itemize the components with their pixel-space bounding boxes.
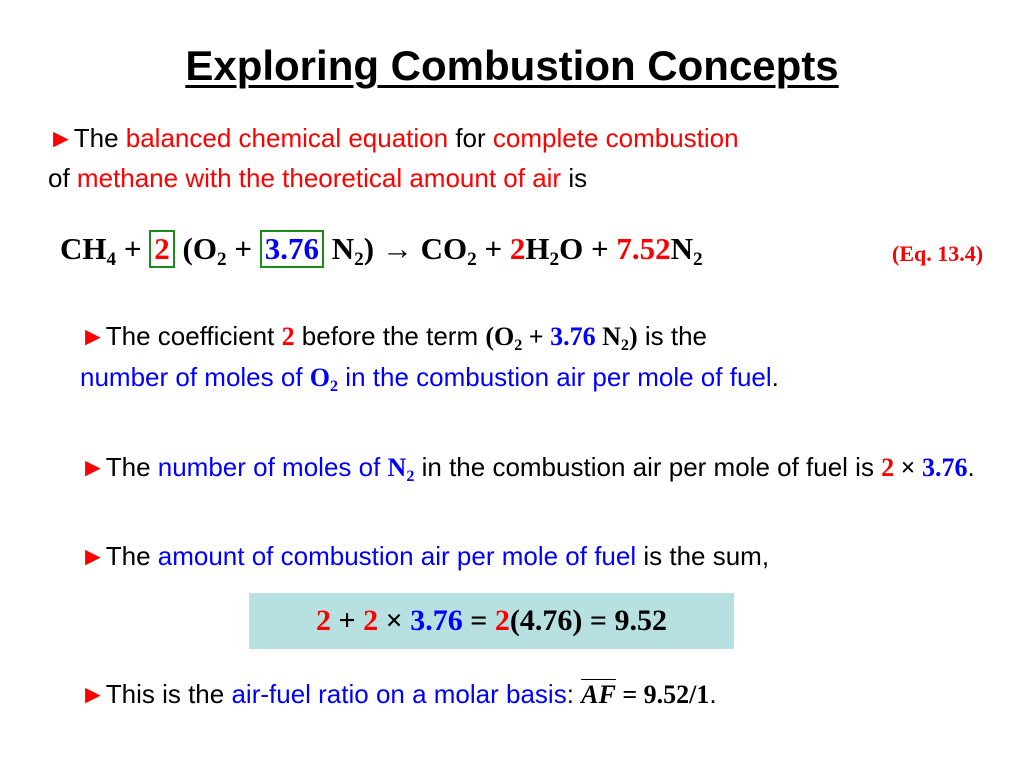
intro-text: for — [448, 123, 493, 153]
bullet-text: is the — [637, 321, 708, 351]
eq-operator: + — [116, 231, 150, 266]
bullet-formula: (O — [485, 322, 515, 351]
sum-operator: = — [462, 604, 495, 637]
bullet-text: This is the — [105, 679, 232, 709]
bullet-formula: × — [894, 453, 922, 482]
eq-term: N — [670, 231, 694, 266]
eq-subscript: 2 — [693, 248, 703, 270]
eq-term: ) — [363, 231, 375, 266]
intro-highlight-equation: balanced chemical equation — [125, 123, 449, 153]
eq-term: N — [324, 231, 355, 266]
eq-subscript: 2 — [354, 248, 364, 270]
eq-subscript: 4 — [106, 248, 117, 270]
bullet-number: 2 — [281, 322, 295, 351]
bullet-highlight: air-fuel ratio on a molar basis — [231, 679, 567, 709]
af-value: = 9.52/1 — [615, 680, 710, 709]
bullet-arrow-icon: ► — [80, 679, 106, 709]
eq-term: O — [559, 231, 584, 266]
intro-text: of — [48, 163, 77, 193]
eq-term: CO — [420, 231, 468, 266]
eq-term: (O — [174, 231, 217, 266]
intro-text: The — [73, 123, 126, 153]
bullet-text: is the sum, — [636, 541, 770, 571]
bullet-subscript: 2 — [406, 467, 415, 485]
bullet-coefficient — [80, 316, 980, 398]
eq-term: CH — [60, 231, 107, 266]
bullet-n2-moles — [80, 447, 995, 488]
eq-subscript: 2 — [467, 248, 477, 270]
bullet-air-fuel-ratio — [80, 674, 1000, 715]
intro-text: is — [561, 163, 588, 193]
sum-result: (4.76) = 9.52 — [509, 604, 667, 637]
sum-term: 2 — [363, 604, 379, 637]
bullet-formula: N — [387, 453, 407, 482]
bullet-formula: + — [522, 322, 551, 351]
sum-box — [249, 593, 734, 649]
bullet-number: 3.76 — [550, 322, 596, 351]
eq-n2-ratio-box: 3.76 — [260, 230, 324, 268]
intro-line-1 — [48, 118, 988, 158]
bullet-subscript: 2 — [514, 336, 523, 354]
bullet-formula: O — [309, 363, 331, 392]
bullet-text: : — [566, 679, 582, 709]
bullet-text: in the combustion air per mole of fuel is — [414, 452, 882, 482]
bullet-text: The — [105, 452, 158, 482]
bullet-arrow-icon: ► — [80, 541, 106, 571]
eq-arrow: → — [374, 231, 421, 266]
intro-highlight-methane: methane with the theoretical amount of air — [76, 163, 562, 193]
sum-operator: × — [378, 604, 411, 637]
equation-number-label: (Eq. 13.4) — [892, 241, 984, 266]
eq-operator: + — [476, 231, 510, 266]
intro-line-2 — [48, 158, 988, 198]
bullet-highlight: number of moles of — [157, 452, 388, 482]
bullet-air-amount — [80, 536, 1010, 576]
bullet-text: The — [105, 541, 158, 571]
sum-term: 3.76 — [410, 604, 463, 637]
bullet-subscript: 2 — [620, 336, 629, 354]
eq-coefficient-h2o: 2 — [509, 231, 526, 266]
bullet-text: The coefficient — [105, 321, 282, 351]
bullet-arrow-icon: ► — [80, 321, 106, 351]
eq-coefficient-n2: 7.52 — [616, 231, 671, 266]
sum-term: 2 — [494, 604, 510, 637]
bullet-highlight: number of moles of — [80, 362, 310, 392]
bullet-highlight: in the combustion air per mole of fuel — [338, 362, 772, 392]
bullet-text: before the term — [294, 321, 486, 351]
af-symbol: $\overline{AF}$ — [581, 680, 616, 709]
bullet-text: . — [771, 362, 779, 392]
sum-operator: + — [331, 604, 364, 637]
eq-operator: + — [226, 231, 260, 266]
bullet-number: 3.76 — [922, 453, 968, 482]
bullet-formula: ) — [628, 322, 638, 351]
bullet-arrow-icon: ► — [80, 452, 106, 482]
intro-highlight-combustion: complete combustion — [492, 123, 739, 153]
slide-title: Exploring Combustion Concepts — [185, 42, 839, 89]
bullet-text: . — [709, 679, 717, 709]
combustion-equation — [60, 230, 703, 268]
eq-term: H — [525, 231, 550, 266]
bullet-highlight: amount of combustion air per mole of fuel — [157, 541, 637, 571]
intro-paragraph — [48, 118, 988, 198]
eq-operator: + — [583, 231, 617, 266]
bullet-number: 2 — [881, 453, 895, 482]
bullet-text: . — [967, 452, 975, 482]
eq-subscript: 2 — [216, 248, 227, 270]
bullet-arrow-icon: ► — [48, 123, 74, 153]
eq-subscript: 2 — [549, 248, 560, 270]
bullet-formula: N — [595, 322, 621, 351]
eq-coefficient-o2-box: 2 — [149, 230, 175, 268]
sum-term: 2 — [316, 604, 332, 637]
bullet-subscript: 2 — [330, 377, 339, 395]
